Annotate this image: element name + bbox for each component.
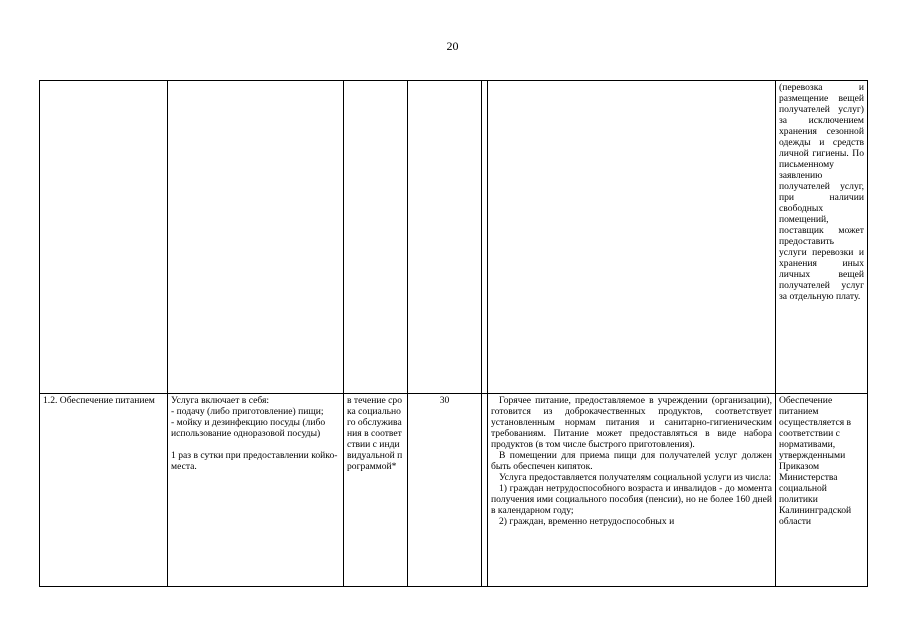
cell-quantity: 30 [408, 394, 482, 587]
table-row [40, 81, 868, 394]
page-number: 20 [446, 39, 459, 53]
content-line: - подачу (либо приготовление) пищи; [171, 406, 324, 417]
standard-paragraph: Горячее питание, предоставляемое в учреждении (организации), готовится из доброкачественных продуктов, соответствует установленным нормам питания и санитарно-гигиеническим требованиям. Питание может предоставляться в виде набора продуктов (в том числе быстрого приготовления). [491, 395, 772, 450]
cell-empty [408, 81, 482, 394]
cell-notes: Обеспечение питанием осуществляется в соответствии с нормативами, утвержденными Приказом Министерства социальной политики Калининградской области [776, 394, 868, 587]
standard-paragraph: В помещении для приема пищи для получателей услуг должен быть обеспечен кипяток. [491, 450, 772, 472]
standard-paragraph: Услуга предоставляется получателям социальной услуги из числа: [499, 472, 772, 483]
content-line [171, 439, 340, 450]
cell-empty [40, 81, 168, 394]
content-line: - мойку и дезинфекцию посуды (либо использование одноразовой посуды) [171, 417, 326, 439]
cell-service-content [168, 394, 344, 587]
content-line: Услуга включает в себя: [171, 395, 270, 406]
standard-paragraph: 1) граждан нетрудоспособного возраста и инвалидов - до момента получения ими социального пособия (пенсии), но не более 160 дней в календарном году; [491, 483, 772, 516]
table-row [40, 394, 868, 587]
content-line: 1 раз в сутки при предоставлении койко-места. [171, 450, 338, 472]
services-table [39, 80, 868, 587]
cell-empty [488, 81, 776, 394]
cell-service-name: 1.2. Обеспечение питанием [40, 394, 168, 587]
standard-paragraph: 2) граждан, временно нетрудоспособных и [499, 516, 675, 527]
cell-empty [344, 81, 408, 394]
cell-term: в течение срока социального обслуживания в соответствии с индивидуальной программой* [344, 394, 408, 587]
cell-notes: (перевозка и размещение вещей получателей услуг) за исключением хранения сезонной одежды и средств личной гигиены. По письменному заявлению получателей услуг, при наличии свободных помещений, поставщик может предоставить услуги перевозки и хранения иных личных вещей получателей услуг за отдельную плату. [776, 81, 868, 394]
cell-empty [168, 81, 344, 394]
cell-standard [488, 394, 776, 587]
